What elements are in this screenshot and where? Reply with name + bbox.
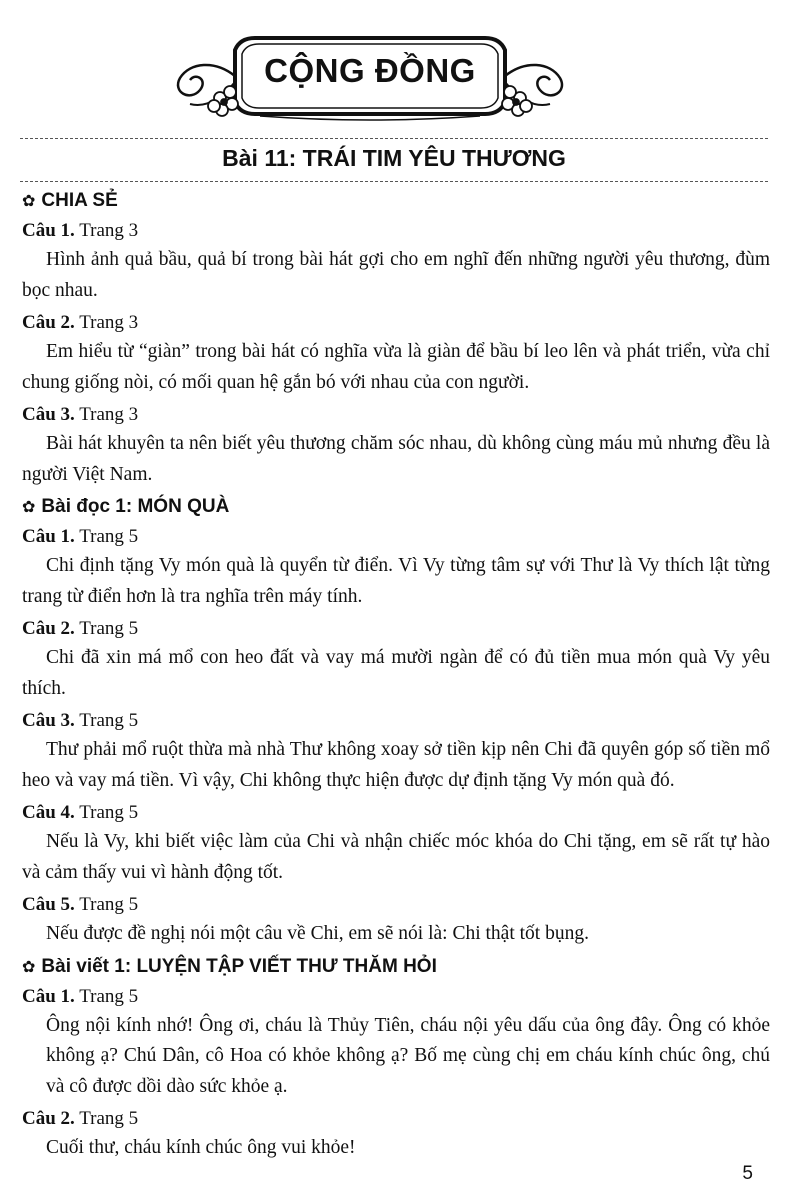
question-page: Trang 5 <box>79 802 139 823</box>
answer-content <box>22 186 770 1166</box>
question-number: Câu 2. <box>22 312 75 333</box>
answer-text: Thư phải mổ ruột thừa mà nhà Thư không xoay sở tiền kịp nên Chi đã quyên góp số tiền mổ heo và vay má tiền. Vì vậy, Chi không thực hiện được dự định tặng Vy món quà đó. <box>22 739 770 791</box>
answer-text: Em hiểu từ “giàn” trong bài hát có nghĩa vừa là giàn để bầu bí leo lên và phát triển, vừa chỉ chung giống nòi, có mối quan hệ gắn bó với nhau của con người. <box>22 341 770 393</box>
section-heading <box>22 492 770 522</box>
question-page: Trang 5 <box>79 618 139 639</box>
question-label <box>22 614 770 643</box>
question-label <box>22 982 770 1011</box>
chapter-title: CỘNG ĐỒNG <box>264 52 476 89</box>
question-page: Trang 3 <box>79 220 139 241</box>
answer-text: Ông nội kính nhớ! Ông ơi, cháu là Thủy Tiên, cháu nội yêu dấu của ông đây. Ông có khỏe không ạ? Chú Dân, cô Hoa có khỏe không ạ? Bố mẹ cùng chị em cháu kính chúc ông, chú và cô được dồi dào sức khỏe ạ. <box>46 1014 770 1097</box>
question-page: Trang 5 <box>79 1108 139 1129</box>
question-label <box>22 308 770 337</box>
question-number: Câu 1. <box>22 526 75 547</box>
question-page: Trang 5 <box>79 710 139 731</box>
answer-text: Hình ảnh quả bầu, quả bí trong bài hát gợi cho em nghĩ đến những người yêu thương, đùm bọc nhau. <box>22 249 770 301</box>
section-heading <box>22 186 770 216</box>
question-number: Câu 2. <box>22 618 75 639</box>
flower-bullet-icon: ✿ <box>22 958 36 976</box>
question-number: Câu 1. <box>22 985 75 1007</box>
answer-text: Chi định tặng Vy món quà là quyển từ điển. Vì Vy từng tâm sự với Thư là Vy thích lật từng trang từ điển hơn là tra nghĩa trên máy tính. <box>22 555 770 607</box>
question-label <box>22 216 770 245</box>
divider-top <box>20 138 768 139</box>
question-label <box>22 890 770 919</box>
question-page: Trang 3 <box>79 404 139 425</box>
answer-text: Bài hát khuyên ta nên biết yêu thương chăm sóc nhau, dù không cùng máu mủ nhưng đều là người Việt Nam. <box>22 433 770 485</box>
question-page: Trang 5 <box>79 894 139 915</box>
question-page: Trang 5 <box>79 985 139 1007</box>
section-heading <box>22 952 770 982</box>
page-number: 5 <box>742 1163 753 1184</box>
chapter-banner <box>160 20 580 130</box>
question-number: Câu 4. <box>22 802 75 823</box>
question-label <box>22 706 770 735</box>
lesson-title: Bài 11: TRÁI TIM YÊU THƯƠNG <box>222 145 566 171</box>
question-label <box>22 400 770 429</box>
question-number: Câu 3. <box>22 710 75 731</box>
question-number: Câu 5. <box>22 894 75 915</box>
divider-bottom <box>20 181 768 182</box>
question-number: Câu 3. <box>22 404 75 425</box>
flower-left-icon <box>208 86 238 116</box>
question-label <box>22 798 770 827</box>
section-title: Bài đọc 1: MÓN QUÀ <box>41 496 230 517</box>
answer-text: Nếu được đề nghị nói một câu về Chi, em sẽ nói là: Chi thật tốt bụng. <box>46 923 589 944</box>
answer-text: Nếu là Vy, khi biết việc làm của Chi và nhận chiếc móc khóa do Chi tặng, em sẽ rất tự hào và cảm thấy vui vì hành động tốt. <box>22 831 770 883</box>
question-page: Trang 3 <box>79 312 139 333</box>
flower-bullet-icon: ✿ <box>22 499 36 516</box>
answer-text: Cuối thư, cháu kính chúc ông vui khỏe! <box>46 1137 356 1158</box>
question-number: Câu 2. <box>22 1108 75 1129</box>
section-title: CHIA SẺ <box>41 190 118 211</box>
question-number: Câu 1. <box>22 220 75 241</box>
answer-text: Chi đã xin má mổ con heo đất và vay má mười ngàn để có đủ tiền mua món quà Vy yêu thích. <box>22 647 770 699</box>
question-label <box>22 522 770 551</box>
question-label <box>22 1104 770 1133</box>
flower-right-icon <box>502 86 532 116</box>
section-title: Bài viết 1: LUYỆN TẬP VIẾT THƯ THĂM HỎI <box>41 955 437 977</box>
question-page: Trang 5 <box>79 526 139 547</box>
flower-bullet-icon: ✿ <box>22 193 36 210</box>
